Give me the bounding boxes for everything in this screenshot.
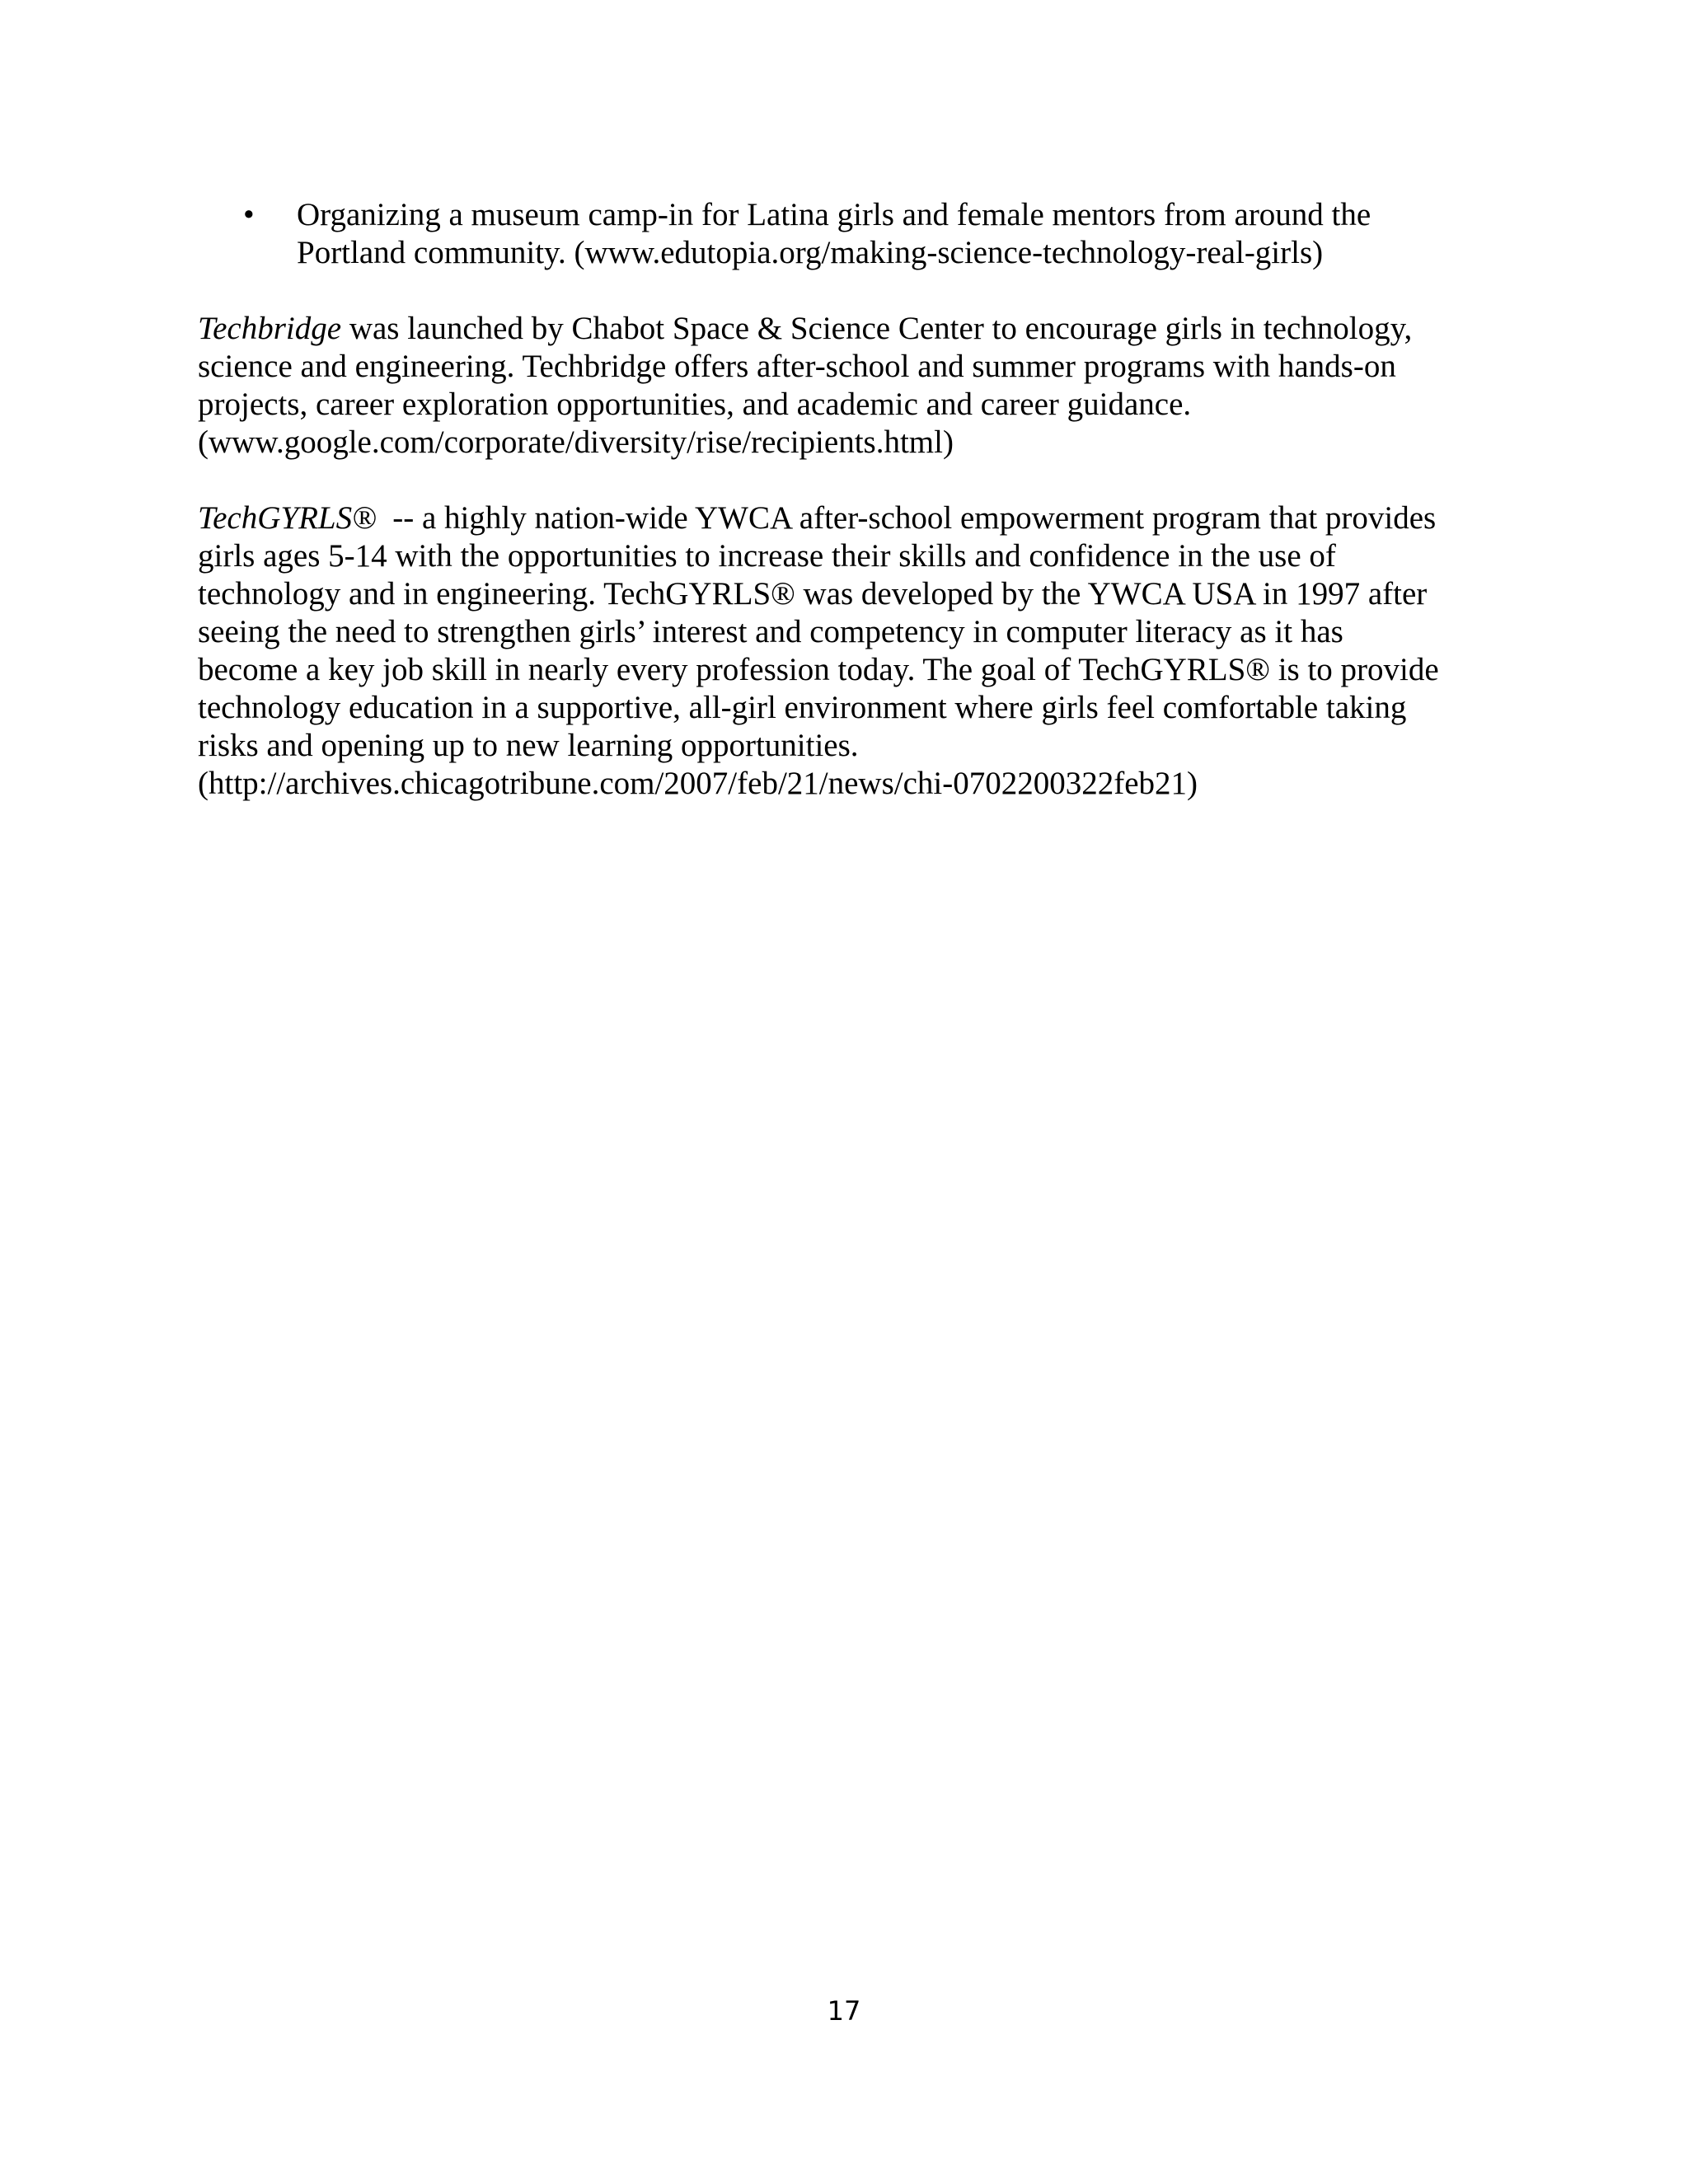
techgyrls-title: TechGYRLS® xyxy=(198,500,377,536)
techgyrls-line-6: technology education in a supportive, all-girl environment where girls feel comfortable taking xyxy=(198,690,1407,725)
techbridge-title: Techbridge xyxy=(198,311,342,346)
bullet-line-1: Organizing a museum camp-in for Latina girls and female mentors from around the xyxy=(297,197,1372,232)
list-item xyxy=(198,196,1500,272)
techgyrls-line-3: technology and in engineering. TechGYRLS® was developed by the YWCA USA in 1997 after xyxy=(198,576,1428,612)
techgyrls-paragraph xyxy=(198,499,1500,803)
techgyrls-line-4: seeing the need to strengthen girls’ interest and competency in computer literacy as it has xyxy=(198,614,1343,649)
techbridge-line-3: projects, career exploration opportunities, and academic and career guidance. xyxy=(198,387,1192,422)
techbridge-line-2: science and engineering. Techbridge offers after-school and summer programs with hands-on xyxy=(198,349,1396,384)
bullet-list xyxy=(198,196,1500,272)
techgyrls-line-5: become a key job skill in nearly every profession today. The goal of TechGYRLS® is to provide xyxy=(198,652,1439,687)
document-body xyxy=(198,196,1500,841)
bullet-icon: • xyxy=(243,197,255,232)
techgyrls-first-line-text: -- a highly nation-wide YWCA after-school empowerment program that provides xyxy=(376,500,1437,536)
techbridge-first-line-text: was launched by Chabot Space & Science Center to encourage girls in technology, xyxy=(341,311,1413,346)
page-number: 17 xyxy=(827,1995,861,2027)
techbridge-first-line xyxy=(198,310,1500,348)
techgyrls-line-7: risks and opening up to new learning opportunities. xyxy=(198,728,859,763)
techgyrls-first-line xyxy=(198,499,1500,537)
techgyrls-line-8: (http://archives.chicagotribune.com/2007/feb/21/news/chi-0702200322feb21) xyxy=(198,766,1198,801)
techgyrls-line-2: girls ages 5-14 with the opportunities to increase their skills and confidence in the use of xyxy=(198,538,1336,574)
bullet-line-2: Portland community. (www.edutopia.org/making-science-technology-real-girls) xyxy=(297,235,1324,270)
techbridge-paragraph xyxy=(198,310,1500,462)
techbridge-line-4: (www.google.com/corporate/diversity/rise/recipients.html) xyxy=(198,424,954,460)
